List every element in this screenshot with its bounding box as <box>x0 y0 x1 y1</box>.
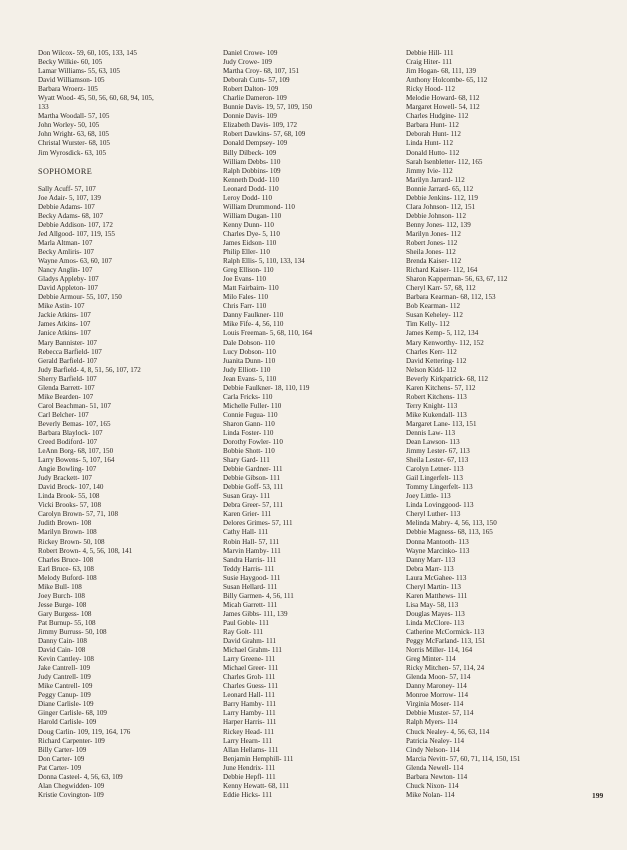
index-entry: Vicki Brooks- 57, 108 <box>38 501 102 510</box>
index-entry: Carl Belcher- 107 <box>38 410 89 419</box>
index-entry: Kenneth Dodd- 110 <box>223 175 280 184</box>
page-number: 199 <box>592 791 604 800</box>
index-entry: Debbie Armour- 55, 107, 150 <box>38 293 122 302</box>
index-entry: Kenny Dunn- 110 <box>223 220 274 229</box>
index-entry: John Worley- 50, 105 <box>38 121 100 130</box>
index-entry: Danny Faulkner- 110 <box>223 311 284 320</box>
index-entry: Debbie Adams- 107 <box>38 202 95 211</box>
index-entry: James Kemp- 5, 112, 134 <box>406 329 479 338</box>
section-heading-sophomore: SOPHOMORE <box>38 166 93 176</box>
index-entry: Cheryl Martin- 113 <box>406 582 461 591</box>
index-entry: Micah Garrett- 111 <box>223 600 278 609</box>
index-entry: Leroy Dodd- 110 <box>223 193 272 202</box>
index-entry: Charles Hudgine- 112 <box>406 112 469 121</box>
index-entry: Gary Burgess- 108 <box>38 609 92 618</box>
index-entry: Becky Adams- 68, 107 <box>38 211 104 220</box>
index-entry: Melodie Howard- 68, 112 <box>406 94 480 103</box>
index-entry: Barbara Hunt- 112 <box>406 121 459 130</box>
index-entry: Danny Maroney- 114 <box>406 682 467 691</box>
index-entry: Wyatt Wood- 45, 50, 56, 60, 68, 94, 105, <box>38 94 154 103</box>
index-entry: Benjamin Hemphill- 111 <box>223 754 294 763</box>
index-column-3 <box>406 49 584 800</box>
index-entry: Ray Golt- 111 <box>223 628 264 636</box>
index-entry: Douglas Mayes- 113 <box>406 609 465 618</box>
index-entry: Mike Astin- 107 <box>38 302 85 311</box>
index-entry: Glenda Moon- 57, 114 <box>406 673 471 682</box>
index-entry: Anthony Holcombe- 65, 112 <box>406 76 488 85</box>
index-entry: Judy Barfield- 4, 8, 51, 56, 107, 172 <box>38 365 141 374</box>
index-entry: Beverly Kirkpatrick- 68, 112 <box>406 374 489 383</box>
index-entry: Laura McGahee- 113 <box>406 573 467 582</box>
index-entry: Alan Chegwidden- 109 <box>38 781 105 790</box>
index-entry: Melinda Mabry- 4, 56, 113, 150 <box>406 519 497 528</box>
index-entry: Billy Garmen- 4, 56, 111 <box>223 591 294 600</box>
index-entry: Jake Cantrell- 109 <box>38 664 91 673</box>
index-entry: Sharon Gann- 110 <box>223 419 275 428</box>
index-entry: Catherine McCormick- 113 <box>406 628 485 636</box>
index-entry: Ralph Dobbins- 109 <box>223 166 281 175</box>
index-entry: Sheila Lester- 67, 113 <box>406 456 469 465</box>
index-entry: Don Wilcox- 59, 60, 105, 133, 145 <box>38 49 137 57</box>
index-entry: Janice Atkins- 107 <box>38 329 91 338</box>
index-entry: David Williamson- 105 <box>38 76 105 85</box>
index-entry: Michael Grahm- 111 <box>223 646 282 655</box>
index-entry: Nancy Anglin- 107 <box>38 266 93 275</box>
index-entry: Kenny Hewatt- 68, 111 <box>223 781 290 790</box>
index-entry: Wayne Amos- 63, 60, 107 <box>38 257 112 266</box>
index-entry: Kristie Covington- 109 <box>38 790 104 799</box>
index-entry: Debra Marr- 113 <box>406 564 454 573</box>
index-entry: Tommy Lingerfelt- 113 <box>406 483 473 492</box>
index-entry: Christal Wurster- 68, 105 <box>38 139 110 148</box>
index-entry: Charlie Dameron- 109 <box>223 94 287 103</box>
index-entry: Bobbie Shott- 110 <box>223 447 275 456</box>
index-entry: Chuck Nealey- 4, 56, 63, 114 <box>406 727 490 736</box>
index-entry: Linda Foster- 110 <box>223 428 274 437</box>
index-entry: Susie Haygood- 111 <box>223 573 281 582</box>
index-entry: Ralph Ellis- 5, 110, 133, 134 <box>223 257 305 266</box>
index-entry: Judy Elliott- 110 <box>223 365 271 374</box>
index-entry: Connie Fugua- 110 <box>223 410 278 419</box>
index-entry: Diane Carlisle- 109 <box>38 700 94 709</box>
index-entry: David Grahm- 111 <box>223 637 277 646</box>
index-entry: Joe Adair- 5, 107, 139 <box>38 193 101 202</box>
index-entry: Sherry Barfield- 107 <box>38 374 97 383</box>
index-entry: Carol Beachman- 51, 107 <box>38 401 111 410</box>
index-entry: Eddie Hicks- 111 <box>223 790 273 799</box>
index-entry: Marilyn Jones- 112 <box>406 229 461 238</box>
index-entry: Barry Hamby- 111 <box>223 700 277 709</box>
index-entry: David Kettering- 112 <box>406 356 467 365</box>
index-entry: Debbie Jenkins- 112, 119 <box>406 193 478 202</box>
index-entry: Earl Bruce- 63, 108 <box>38 564 94 573</box>
index-entry: Donna Mantooth- 113 <box>406 537 469 546</box>
index-entry: David Cain- 108 <box>38 646 86 655</box>
index-entry: Ricky Mitchen- 57, 114, 24 <box>406 664 485 673</box>
index-entry: Debbie Johnson- 112 <box>406 211 467 220</box>
index-entry: Debra Greer- 57, 111 <box>223 501 283 510</box>
index-entry: Shary Gard- 111 <box>223 456 270 465</box>
index-entry: Peggy McFarland- 113, 151 <box>406 637 486 646</box>
index-entry: Margaret Howell- 54, 112 <box>406 103 480 112</box>
index-entry: James Atkins- 107 <box>38 320 91 329</box>
index-entry: Larry Hamby- 111 <box>223 709 276 718</box>
index-entry: Becky Amliris- 107 <box>38 248 94 257</box>
index-entry: Elizabeth Davis- 109, 172 <box>223 121 298 130</box>
index-entry: Joe Evans- 110 <box>223 275 267 284</box>
index-entry: Jed Allgood- 107, 119, 155 <box>38 229 115 238</box>
index-entry: Teddy Harris- 111 <box>223 564 275 573</box>
index-entry: Allan Hellams- 111 <box>223 745 279 754</box>
index-entry: Charles Bruce- 108 <box>38 555 94 564</box>
index-entry: Billy Dilbeck- 109 <box>223 148 277 157</box>
index-entry: Don Carter- 109 <box>38 754 85 763</box>
index-entry: Jimmy Lester- 67, 113 <box>406 447 470 456</box>
index-entry: Barbara Newton- 114 <box>406 772 468 781</box>
index-entry: Danny Cain- 108 <box>38 637 87 646</box>
index-entry: Judy Brackett- 107 <box>38 474 92 483</box>
index-entry: Linda McClore- 113 <box>406 618 465 627</box>
index-entry: Ralph Myers- 114 <box>406 718 458 727</box>
index-entry: 133 <box>38 103 49 112</box>
index-entry: Lucy Dobson- 110 <box>223 347 276 356</box>
index-entry: Lisa May- 58, 113 <box>406 600 459 609</box>
index-entry: Debbie Gardner- 111 <box>223 465 283 474</box>
index-entry: Donald Dempsey- 109 <box>223 139 288 148</box>
index-entry: Brenda Kaiser- 112 <box>406 257 462 266</box>
index-entry: Wayne Marcinko- 113 <box>406 546 470 555</box>
index-entry: Mike Bull- 108 <box>38 582 82 591</box>
index-entry: Clara Johnson- 112, 151 <box>406 202 476 211</box>
index-entry: Milo Fales- 110 <box>223 293 269 302</box>
index-entry: Cheryl Luther- 113 <box>406 510 461 519</box>
index-entry: William Debbs- 110 <box>223 157 281 166</box>
index-entry: Chuck Nixon- 114 <box>406 781 459 790</box>
index-entry: Joey Burch- 108 <box>38 591 85 600</box>
index-entry: Rickey Brown- 50, 108 <box>38 537 105 546</box>
index-entry: Joey Little- 113 <box>406 492 451 501</box>
index-entry: Debbie Faulkner- 18, 110, 119 <box>223 383 310 392</box>
index-entry: Beverly Bemas- 107, 165 <box>38 419 111 428</box>
index-entry: Debbie Gibson- 111 <box>223 474 281 483</box>
index-entry: Judy Cantrell- 109 <box>38 673 91 682</box>
index-entry: Robert Dawkins- 57, 68, 109 <box>223 130 306 139</box>
index-entry: Bonnie Jarrard- 65, 112 <box>406 184 474 193</box>
index-entry: Greg Ellison- 110 <box>223 266 274 275</box>
index-entry: Dorothy Fowler- 110 <box>223 438 283 447</box>
index-entry: Donna Casteel- 4, 56, 63, 109 <box>38 772 123 781</box>
index-entry: Deborah Cutts- 57, 109 <box>223 76 290 85</box>
index-entry: Robert Kitchens- 113 <box>406 392 467 401</box>
index-column-1 <box>38 49 216 800</box>
index-entry: Angie Bowling- 107 <box>38 465 97 474</box>
index-entry: Melody Buford- 108 <box>38 573 97 582</box>
index-entry: Craig Hiter- 111 <box>406 58 453 67</box>
index-entry: LeAnn Borg- 68, 107, 150 <box>38 447 114 456</box>
index-entry: Susan Gray- 111 <box>223 492 271 501</box>
index-entry: Larry Greene- 111 <box>223 655 276 664</box>
index-entry: Cheryl Karr- 57, 68, 112 <box>406 284 476 293</box>
index-entry: Donnie Davis- 109 <box>223 112 277 121</box>
index-entry: Barbara Blaylock- 107 <box>38 428 103 437</box>
index-entry: Martha Woodall- 57, 105 <box>38 112 110 121</box>
index-entry: Mike Kukendall- 113 <box>406 410 467 419</box>
index-entry: Bunnie Davis- 19, 57, 109, 150 <box>223 103 313 112</box>
index-entry: Robert Brown- 4, 5, 56, 108, 141 <box>38 546 133 555</box>
index-entry: James Eidson- 110 <box>223 238 277 247</box>
index-entry: Paul Goble- 111 <box>223 618 269 627</box>
index-entry: Marilyn Jarrard- 112 <box>406 175 465 184</box>
index-entry: Jackie Atkins- 107 <box>38 311 91 320</box>
index-entry: Karen Grier- 111 <box>223 510 272 519</box>
index-entry: Michael Greer- 111 <box>223 664 279 673</box>
index-entry: Leonard Dodd- 110 <box>223 184 279 193</box>
index-entry: Mary Kenworthy- 112, 152 <box>406 338 484 347</box>
index-entry: Philip Eller- 110 <box>223 248 270 257</box>
index-entry: Karen Kitchens- 57, 112 <box>406 383 476 392</box>
index-entry: Marilyn Brown- 108 <box>38 528 97 537</box>
index-entry: Mike Fife- 4, 56, 110 <box>223 320 284 329</box>
index-entry: Jean Evans- 5, 110 <box>223 374 277 383</box>
index-entry: Leonard Hall- 111 <box>223 691 275 700</box>
index-entry: Karen Matthews- 111 <box>406 591 468 600</box>
index-entry: Matt Fairbairn- 110 <box>223 284 279 293</box>
index-entry: Nelson Kidd- 112 <box>406 365 457 374</box>
index-entry: Ricky Hood- 112 <box>406 85 455 94</box>
index-entry: Debbie Hill- 111 <box>406 49 454 57</box>
index-entry: Louis Freeman- 5, 68, 110, 164 <box>223 329 313 338</box>
index-entry: Mike Nolan- 114 <box>406 790 455 799</box>
index-entry: Barbara Kearman- 68, 112, 153 <box>406 293 496 302</box>
index-entry: David Brock- 107, 140 <box>38 483 104 492</box>
index-entry: Pat Carter- 109 <box>38 763 82 772</box>
index-entry: Delores Grimes- 57, 111 <box>223 519 293 528</box>
index-entry: Jimmy Ivie- 112 <box>406 166 453 175</box>
index-entry: Marvin Hamby- 111 <box>223 546 281 555</box>
index-entry: Dale Dobson- 110 <box>223 338 275 347</box>
index-entry: Jim Hogan- 68, 111, 139 <box>406 67 477 76</box>
index-entry: Juanita Dunn- 110 <box>223 356 276 365</box>
index-entry: Richard Kaiser- 112, 164 <box>406 266 478 275</box>
index-entry: Jimmy Burruss- 50, 108 <box>38 628 107 636</box>
index-entry: David Appleton- 107 <box>38 284 98 293</box>
index-entry: Charles Kerr- 112 <box>406 347 457 356</box>
index-entry: Michelle Fuller- 110 <box>223 401 282 410</box>
index-entry: Monroe Morrow- 114 <box>406 691 468 700</box>
index-entry: Donald Hutto- 112 <box>406 148 460 157</box>
index-entry: James Gibbs- 111, 139 <box>223 609 288 618</box>
index-entry: Mike Cantrell- 109 <box>38 682 93 691</box>
index-entry: Gail Lingerfelt- 113 <box>406 474 463 483</box>
index-entry: Jim Wyrosdick- 63, 105 <box>38 148 107 157</box>
index-entry: Chris Farr- 110 <box>223 302 267 311</box>
senior-entries-continued <box>38 49 216 158</box>
index-entry: Cindy Nelson- 114 <box>406 745 460 754</box>
index-entry: Sheila Jones- 112 <box>406 248 456 257</box>
index-entry: Susan Keheley- 112 <box>406 311 463 320</box>
index-entry: Benny Jones- 112, 139 <box>406 220 471 229</box>
index-entry: Deborah Hunt- 112 <box>406 130 461 139</box>
index-entry: Dean Lawson- 113 <box>406 438 460 447</box>
index-entry: Greg Minter- 114 <box>406 655 456 664</box>
index-entry: Robert Jones- 112 <box>406 238 458 247</box>
index-entry: Virginia Moser- 114 <box>406 700 464 709</box>
index-entry: Glenda Barrett- 107 <box>38 383 95 392</box>
index-entry: Larry Bowens- 5, 107, 164 <box>38 456 115 465</box>
index-entry: Daniel Crowe- 109 <box>223 49 278 57</box>
index-entry: Patricia Nealey- 114 <box>406 736 465 745</box>
index-entry: Ginger Carlisle- 68, 109 <box>38 709 107 718</box>
index-entry: Sharon Kapperman- 56, 63, 67, 112 <box>406 275 508 284</box>
index-entry: Marla Altman- 107 <box>38 238 93 247</box>
index-entry: Glenda Newell- 114 <box>406 763 464 772</box>
index-entry: Gerald Barfield- 107 <box>38 356 98 365</box>
index-entry: Debbie Goff- 53, 111 <box>223 483 284 492</box>
index-entry: Sarah Isenbletter- 112, 165 <box>406 157 483 166</box>
index-entry: Lamar Williams- 55, 63, 105 <box>38 67 120 76</box>
index-entry: Marcia Nevitt- 57, 60, 71, 114, 150, 151 <box>406 754 521 763</box>
index-entry: Susan Hellard- 111 <box>223 582 278 591</box>
index-entry: Pat Burnup- 55, 108 <box>38 618 96 627</box>
index-entry: Jesse Burge- 108 <box>38 600 87 609</box>
index-entry: Harper Harris- 111 <box>223 718 277 727</box>
index-entry: Carolyn Brown- 57, 71, 108 <box>38 510 118 519</box>
index-entry: Dennis Law- 113 <box>406 428 455 437</box>
index-entry: William Dugan- 110 <box>223 211 282 220</box>
index-entry: Linda Lovinggood- 113 <box>406 501 474 510</box>
index-entry: Margaret Lane- 113, 151 <box>406 419 477 428</box>
index-entry: Debbie Muster- 57, 114 <box>406 709 474 718</box>
index-entry: Kevin Cantley- 108 <box>38 655 94 664</box>
index-entry: Creed Bodiford- 107 <box>38 438 98 447</box>
index-entry: Gladys Appleby- 107 <box>38 275 99 284</box>
index-entry: Terry Knight- 113 <box>406 401 458 410</box>
index-entry: Debbie Magness- 68, 113, 165 <box>406 528 493 537</box>
index-entry: Rebecca Barfield- 107 <box>38 347 102 356</box>
sophomore-entries <box>38 185 216 800</box>
index-entry: Charles Dye- 5, 110 <box>223 229 280 238</box>
index-entry: Carolyn Letner- 113 <box>406 465 464 474</box>
index-entry: Cathy Hall- 111 <box>223 528 269 537</box>
index-entry: June Hendrix- 111 <box>223 763 276 772</box>
index-entry: Mary Bannister- 107 <box>38 338 97 347</box>
index-entry: Mike Bearden- 107 <box>38 392 94 401</box>
index-entry: Sally Acuff- 57, 107 <box>38 184 96 193</box>
index-entry: Linda Brook- 55, 108 <box>38 492 100 501</box>
index-entry: Martha Croy- 68, 107, 151 <box>223 67 300 76</box>
index-entry: Harold Carlisle- 109 <box>38 718 97 727</box>
index-entry: Danny Marr- 113 <box>406 555 456 564</box>
index-entry: Peggy Canup- 109 <box>38 691 91 700</box>
index-entry: John Wright- 63, 68, 105 <box>38 130 109 139</box>
index-entry: Becky Wilkie- 60, 105 <box>38 58 103 67</box>
index-entry: Robert Dalton- 109 <box>223 85 279 94</box>
index-entry: Norris Miller- 114, 164 <box>406 646 473 655</box>
index-entry: Doug Carlin- 109, 119, 164, 176 <box>38 727 131 736</box>
index-column-2 <box>223 49 401 800</box>
index-entry: Rickey Head- 111 <box>223 727 275 736</box>
index-entry: Bob Kearman- 112 <box>406 302 461 311</box>
index-entry: Tim Kelly- 112 <box>406 320 450 329</box>
index-entry: Linda Hunt- 112 <box>406 139 454 148</box>
index-entry: Debbie Hepfl- 111 <box>223 772 276 781</box>
index-entry: Charles Groh- 111 <box>223 673 276 682</box>
index-entry: Judith Brown- 108 <box>38 519 92 528</box>
index-entry: Charles Guess- 111 <box>223 682 279 691</box>
index-entry: Barbara Wroerz- 105 <box>38 85 98 94</box>
index-entry: Richard Carpenter- 109 <box>38 736 105 745</box>
index-entry: Sandra Harris- 111 <box>223 555 277 564</box>
index-entry: Debbie Addison- 107, 172 <box>38 220 113 229</box>
index-entry: William Drummond- 110 <box>223 202 295 211</box>
index-entry: Larry Hearn- 111 <box>223 736 273 745</box>
index-entry: Judy Crowe- 109 <box>223 58 272 67</box>
index-entry: Robin Hall- 57, 111 <box>223 537 280 546</box>
index-entry: Carla Fricks- 110 <box>223 392 273 401</box>
index-entry: Billy Carter- 109 <box>38 745 87 754</box>
